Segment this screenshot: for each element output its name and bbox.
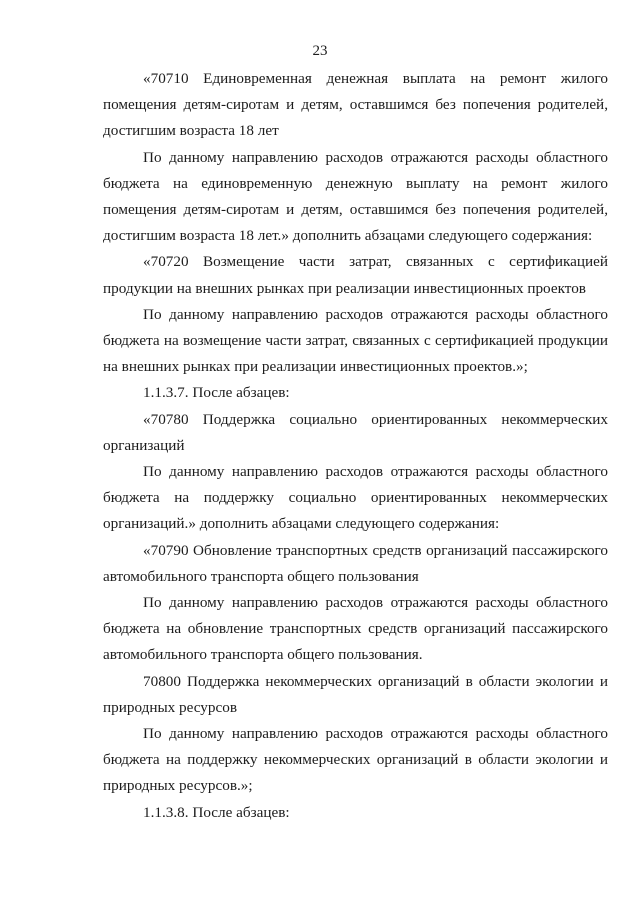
paragraph-70720-heading: «70720 Возмещение части затрат, связанных с сертификацией продукции на внешних рынках при реализации инвестиционных проектов (103, 253, 608, 297)
paragraph-70800-heading: 70800 Поддержка некоммерческих организаций в области экологии и природных ресурсов (103, 672, 608, 716)
paragraph-70720-description: По данному направлению расходов отражаются расходы областного бюджета на возмещение части затрат, связанных с сертификацией продукции на внешних рынках при реализации инвестиционных проектов.»; (103, 305, 608, 376)
paragraph-70780-description: По данному направлению расходов отражаются расходы областного бюджета на поддержку социально ориентированных некоммерческих организаций.» дополнить абзацами следующего содержания: (103, 463, 608, 533)
paragraph-section-1-1-3-7: 1.1.3.7. После абзацев: (143, 384, 290, 402)
paragraph-section-1-1-3-8: 1.1.3.8. После абзацев: (143, 803, 290, 821)
paragraph-70790-heading: «70790 Обновление транспортных средств организаций пассажирского автомобильного транспорта общего пользования (103, 541, 608, 585)
paragraph-70710-description: По данному направлению расходов отражаются расходы областного бюджета на единовременную денежную выплату на ремонт жилого помещения детям-сиротам и детям, оставшимся без попечения родителей, достигшим возраста 18 лет.» дополнить абзацами следующего содержания: (103, 148, 608, 245)
paragraph-70800-description: По данному направлению расходов отражаются расходы областного бюджета на поддержку некоммерческих организаций в области экологии и природных ресурсов.»; (103, 725, 608, 795)
paragraph-70710-heading: «70710 Единовременная денежная выплата на ремонт жилого помещения детям-сиротам и детям, оставшимся без попечения родителей, достигшим возраста 18 лет (103, 70, 608, 140)
paragraph-70780-heading: «70780 Поддержка социально ориентированных некоммерческих организаций (103, 410, 608, 454)
page-number: 23 (312, 43, 328, 59)
paragraph-70790-description: По данному направлению расходов отражаются расходы областного бюджета на обновление транспортных средств организаций пассажирского автомобильного транспорта общего пользования. (103, 594, 608, 664)
document-body (103, 66, 608, 826)
